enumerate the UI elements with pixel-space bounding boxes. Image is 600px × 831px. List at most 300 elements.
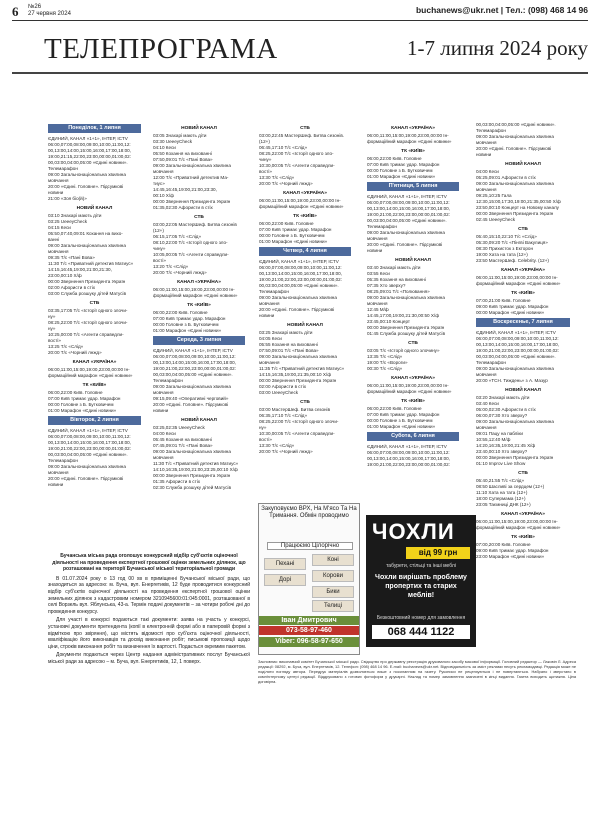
program-line: мовчання bbox=[476, 187, 497, 192]
program-line: 00,13:00,14:00,15:00,16:00,17:00,18:00, bbox=[367, 456, 451, 461]
schedule-column-1 bbox=[48, 122, 141, 488]
program-line: 20:00 Т/с «Чорний лнжд» bbox=[259, 449, 313, 454]
program-line: 06:00,22:00 Київ. Головне bbox=[153, 310, 208, 315]
channel-header: НОВИЙ КАНАЛ bbox=[287, 323, 323, 328]
program-line: мовчання bbox=[153, 169, 174, 174]
program-line: 07:00,21:00 Київ. Головне bbox=[476, 298, 531, 303]
ad-contact-name: Іван Дмитрович bbox=[259, 616, 359, 625]
program-line: 05:25,09:01 Афористи в стіх bbox=[476, 175, 536, 180]
program-line: 09:00 Київ тримає удар. Марафон bbox=[476, 548, 549, 553]
page-title: ТЕЛЕПРОГРАМА bbox=[44, 33, 278, 65]
program-line: 03:40 Знахарі мають діти bbox=[367, 265, 421, 270]
program-line: 09:00 Загальнонаціональна хвилина bbox=[476, 366, 554, 371]
program-line: 06:00,22:00 Київ. Головне bbox=[48, 390, 103, 395]
channel-header: КАНАЛ «УКРАЇНА» bbox=[391, 126, 435, 131]
program-line: 03:25 Знахарі мають діти bbox=[259, 330, 313, 335]
program-line: 13:35 Т/с «Слід» bbox=[367, 354, 403, 359]
program-line: 07:00 Київ тримає удар. Марафон bbox=[48, 396, 121, 401]
program-line: 07:50,09:01 Т/с «Пані Вова» bbox=[153, 157, 213, 162]
program-line: 06:00,07:00,08:00,09:00,10:00,11:00,12: bbox=[476, 336, 559, 341]
program-line: 23:00,00:10 Х/ф bbox=[48, 273, 82, 278]
contacts: buchanews@ukr.net | Тел.: (098) 468 14 96 bbox=[415, 5, 588, 15]
program-line: 14:45,16:45,19:00,21:00,23:30, bbox=[153, 187, 217, 192]
channel-header: ТК «КИЇВ» bbox=[401, 149, 425, 154]
program-line: 07:50,09:01 Т/с «Пані Вова» bbox=[259, 348, 319, 353]
program-line: 19:00 Т/с «Вороги» bbox=[367, 360, 408, 365]
program-line: 07:35 Хто зверху? bbox=[367, 283, 406, 288]
program-line: (12+) bbox=[259, 139, 270, 144]
imprint: Засновник: виконавчий комітет Бучанської міської ради. Свідоцтво про державну реєстрацію друкованого засобу масової інформації. Головний редактор — Лаковін Л. Адреса редакції: 08292, м. Буча, вул. Енергетиків, 12. Телефон: (098) 468 14 96. E-mail: buchanews@ukr.net. Відповідальність за зміст реклами несуть рекламодавці. Редакція може не поділяти погляду автора. Передрук матеріалів дозволяється лише з посиланням на газету. Рукописи не рецензуються і не повертаються. Набрано і зверстано в комп'ютерному центрі редакції. Віддруковано з готових фотоформ у друкарні. Наклад та номер замовлення зазначені в кінці видання. Газета виходить щотижня. Ціна договірна. bbox=[258, 659, 576, 685]
program-line: 07:00 Київ тримає удар. Марафон bbox=[367, 162, 440, 167]
program-line: 09:00 Загальнонаціональна хвилина bbox=[476, 181, 554, 186]
program-line: 09:00 Загальнонаціональна хвилина bbox=[367, 230, 445, 235]
program-line: 01:00 Марафон «Єдині новини» bbox=[367, 174, 436, 179]
program-line: 03:30 UeeeyCheck bbox=[153, 139, 193, 144]
program-line: 20:00 Т/с «Чорний лнжд» bbox=[153, 270, 207, 275]
day-header: Четвер, 4 липня bbox=[259, 247, 351, 256]
program-line: 00:00 Звернення Президента Україн bbox=[476, 455, 554, 460]
program-line: 02:00 Афористи в стіх bbox=[48, 285, 96, 290]
program-line: 04:15 Кеси bbox=[48, 225, 71, 230]
program-line: 03:35,17:05 Т/с «Історії одного злочи- bbox=[48, 308, 128, 313]
program-line: 06:00,22:00 Київ. Головне bbox=[367, 406, 422, 411]
channel-header: НОВИЙ КАНАЛ bbox=[505, 388, 541, 393]
program-line: 06:00,07:30 Хто зверху? bbox=[476, 413, 528, 418]
program-line: 05:30,09:20 Т/с «Пінгві Вакулиця» bbox=[476, 240, 548, 245]
program-line: 11:35 Т/с «Приватний детектив Матиус» bbox=[259, 366, 345, 371]
program-line: 04:00 Кеси bbox=[153, 431, 176, 436]
ad-phone: 073-58-97-460 bbox=[259, 626, 359, 635]
program-line: формаційний марафон «Єдині новини» bbox=[367, 139, 452, 144]
program-line: Телемарафон bbox=[48, 166, 78, 171]
program-line: 00:10 Х/ф bbox=[153, 193, 174, 198]
program-line: 08:25,22:00 Т/с «Історії одного злочи- bbox=[259, 419, 339, 424]
program-line: 00,13:00,14:00,15:00,16:00,17:00,18:00, bbox=[48, 148, 132, 153]
program-line: 03:25,02:35 UeeeyCheck bbox=[153, 425, 205, 430]
program-line: 06:00,22:00 Київ. Головне bbox=[259, 221, 314, 226]
program-line: Телемарафон bbox=[476, 360, 506, 365]
program-line: чину» bbox=[259, 157, 272, 162]
program-line: 09:00 Загальнонаціональна хвилина bbox=[153, 384, 231, 389]
program-line: мовчання bbox=[367, 301, 388, 306]
program-line: 06:00,11:00,15:00,19:00,23:00,00:00 Ін- bbox=[367, 133, 449, 138]
livestock-buyer-ad bbox=[258, 503, 360, 655]
program-line: вості» bbox=[48, 338, 61, 343]
program-line: 19:00,21:15,22:00,23:00,00:00,01:00,02: bbox=[48, 154, 132, 159]
channel-header: ТК «КИЇВ» bbox=[293, 214, 317, 219]
program-line: 11:10 Хата на тата (12+) bbox=[476, 490, 528, 495]
program-line: 06:35,17:10 Т/с «Слід» bbox=[259, 413, 308, 418]
header-rule bbox=[12, 20, 588, 21]
program-line: 06:45,17:10 Т/с «Слід» bbox=[259, 145, 308, 150]
schedule-column-3 bbox=[259, 122, 351, 455]
program-line: 08:25,09:01 Т/с «Полювання» bbox=[367, 289, 430, 294]
program-line: вості» bbox=[153, 258, 166, 263]
channel-header: ТК «КИЇВ» bbox=[82, 383, 107, 388]
program-line: вості» bbox=[259, 437, 272, 442]
channel-header: СТБ bbox=[89, 301, 100, 306]
program-line: 00:00 Звернення Президента Україн bbox=[153, 473, 231, 478]
channel-header: ТК «КИЇВ» bbox=[511, 535, 535, 540]
program-line: 05:55 Кохання на вихованні bbox=[259, 342, 318, 347]
program-line: 00:00 Головне з Б. Бутковичем bbox=[367, 418, 433, 423]
channel-header: СТБ bbox=[300, 126, 310, 131]
day-header: Середа, 3 липня bbox=[153, 336, 245, 345]
program-line: формаційний марафон «Єдині новини» bbox=[476, 525, 561, 530]
program-line: 00:00 Головне з Б. Бутковичем bbox=[367, 168, 433, 173]
program-line: ЄДИНИЙ, КАНАЛ «1+1», ІНТЕР, ICTV bbox=[259, 259, 339, 264]
program-line: мовчання bbox=[153, 390, 174, 395]
program-line: 20:00 «Єдині. Головне». Підсумкові bbox=[48, 476, 124, 481]
program-line: 00,03:00,04:00,05:00 «Єдині новини». bbox=[48, 452, 128, 457]
animal-label: Корови bbox=[312, 570, 354, 582]
program-line: 06:00,11:00,15:00,19:00,23:00,00:00 Ін- bbox=[476, 519, 558, 524]
program-line: 09:01 Пацу на пабліки bbox=[476, 431, 523, 436]
program-line: 19:00,21:00,22:00,23:00,00:00,01:00,02: bbox=[153, 366, 237, 371]
program-line: 13:30 Т/с «Слід» bbox=[259, 175, 295, 180]
program-line: 13:20 Т/с «Слід» bbox=[153, 264, 189, 269]
program-line: 01:00 Марафон «Єдині новини» bbox=[153, 328, 222, 333]
program-line: 01:10 Improv Live Show bbox=[476, 461, 526, 466]
program-line: 00:00 Головне з Б. Бутковичем bbox=[259, 233, 325, 238]
program-line: 08:10,22:00 Т/с «Історії одного зло- bbox=[153, 240, 228, 245]
program-line: 12:45 М/ф bbox=[367, 307, 389, 312]
program-line: 10:30,00:05 Т/с «Агенти справедли- bbox=[259, 431, 335, 436]
program-line: 23:00 Марафон «Єдині новини» bbox=[476, 554, 545, 559]
program-line: новини bbox=[153, 408, 169, 413]
program-line: новини bbox=[48, 190, 64, 195]
day-header: Понеділок, 1 липня bbox=[48, 124, 141, 133]
program-line: ванні bbox=[48, 237, 60, 242]
program-line: мовчання bbox=[367, 236, 388, 241]
channel-header: НОВИЙ КАНАЛ bbox=[181, 126, 217, 131]
notice-paragraph: Для участі в конкурсі подаються такі документи: заява на участь у конкурсі, установчі документи претендента (копії в електронній формі або в паперовій формі з відміткою про звіряння), що містять відомості про суб'єкта оціночної діяльності, кваліфікацію його виконавців та досвід виконання робіт; письмові пропозиції щодо ціни, строків виконання робіт та визначення їх вартості. Подається окремим пакетом. bbox=[48, 617, 250, 650]
program-line: 10:05,00:05 Т/с «Агенти справедли- bbox=[153, 252, 229, 257]
program-line: 09:00 Загальнонаціональна хвилина bbox=[476, 419, 554, 424]
channel-header: ТК «КИЇВ» bbox=[401, 399, 425, 404]
program-line: 05:35 Кохання на вихованні bbox=[367, 277, 426, 282]
program-line: мовчання bbox=[48, 249, 69, 254]
program-line: 01:35,02:30 Афористи в стіх bbox=[153, 205, 213, 210]
channel-header: СТБ bbox=[194, 215, 204, 220]
program-line: 10:55,12:40 М/ф bbox=[476, 437, 511, 442]
program-line: 00,03:00,04:00,05:00 «Єдині новини». bbox=[367, 218, 447, 223]
program-line: 20:00 «ТСН. Тиждень» з А. Мазур bbox=[476, 378, 548, 383]
program-line: Телемарафон bbox=[476, 128, 506, 133]
channel-header: КАНАЛ «УКРАЇНА» bbox=[177, 280, 221, 285]
ad-sub: табурети, стільці та інші меблі bbox=[386, 563, 456, 569]
program-line: ЄДИНИЙ, КАНАЛ «1+1», ІНТЕР, ICTV bbox=[367, 444, 447, 449]
program-line: 00:00 Головне з Б. Бутковичем bbox=[153, 322, 219, 327]
program-line: 00:00 Звернення Президента Україн bbox=[48, 279, 126, 284]
program-line: мовчання bbox=[259, 301, 280, 306]
program-line: 06:00,11:00,15:00,19:00,23:00,00:00 Ін- bbox=[476, 275, 558, 280]
animal-label: Телиці bbox=[312, 600, 354, 612]
program-line: 08:30 Прихисток з Екторон bbox=[476, 246, 534, 251]
program-line: новини bbox=[476, 152, 492, 157]
program-line: 00,13:00,14:00,15:00,16:00,17:00,18:00, bbox=[259, 271, 343, 276]
program-line: 09:25,10:25 Гала bbox=[476, 193, 512, 198]
program-line: 04:10 Кеси bbox=[153, 145, 176, 150]
channel-header: НОВИЙ КАНАЛ bbox=[181, 418, 217, 423]
program-line: 00:00 Звернення Президента Україн bbox=[476, 211, 554, 216]
program-line: формаційний марафон «Єдині новини» bbox=[259, 204, 344, 209]
channel-header: КАНАЛ «УКРАЇНА» bbox=[391, 376, 435, 381]
program-line: 19:00,21:00,22:00,23:00,00:00,01:00,02: bbox=[259, 277, 343, 282]
program-line: 23:05 Таємниці ДНК (12+) bbox=[476, 502, 531, 507]
program-line: 00:30 Т/с «Слід» bbox=[367, 366, 403, 371]
program-line: мовчання bbox=[476, 140, 497, 145]
program-line: 23:50,00:10 Концерт на Новому каналу bbox=[476, 205, 559, 210]
program-line: 08:25,22:00 Т/с «Історії одного зло- bbox=[259, 151, 334, 156]
program-line: 06:00,11:00,15:00,19:00,23:00,00:00 Ін- bbox=[259, 198, 341, 203]
schedule-column-4 bbox=[367, 122, 459, 468]
program-line: 08:25,22:00 Т/с «Історії одного злочи- bbox=[48, 320, 128, 325]
schedule-column-5 bbox=[476, 122, 570, 560]
ad-headline: Закуповуємо ВРХ, На М'ясо Та На Тримання. Обмін проводимо bbox=[261, 506, 357, 519]
channel-header: ТК «КИЇВ» bbox=[187, 303, 211, 308]
program-line: 09:00 Загальнонаціональна хвилина bbox=[367, 295, 445, 300]
program-line: ну» bbox=[48, 326, 56, 331]
program-line: 09:00 Київ тримає удар. Марафон bbox=[476, 304, 549, 309]
program-line: 02:30 Служба розшуку дітей Матусів bbox=[153, 485, 232, 490]
day-header: П'ятниця, 5 липня bbox=[367, 182, 459, 191]
schedule-column-2 bbox=[153, 122, 245, 491]
ad-slogan: Чохли вирішать проблему пропертих та старих меблів! bbox=[375, 574, 467, 599]
program-line: 20:00 Т/с «Чорний лнжд» bbox=[259, 181, 313, 186]
program-line: Телемарафон bbox=[48, 458, 78, 463]
date-range: 1-7 липня 2024 року bbox=[406, 36, 588, 60]
program-line: 00:00 Звернення Президента Україн bbox=[367, 325, 445, 330]
program-line: ЄДИНИЙ, КАНАЛ «1+1», ІНТЕР, ICTV bbox=[367, 194, 447, 199]
day-header: Вівторок, 2 липня bbox=[48, 416, 141, 425]
day-header: Субота, 6 липня bbox=[367, 432, 459, 441]
program-line: 19:00,21:00,22:00,23:00,00:00,01:00,02: bbox=[476, 348, 560, 353]
program-line: 18:00 Супермама (12+) bbox=[476, 496, 526, 501]
program-line: 23:40,00:10 Хто зверху? bbox=[476, 449, 528, 454]
program-line: 00,03:00,04:00,05:00 «Єдині новини». bbox=[476, 122, 556, 127]
program-line: формаційний марафон «Єдині новини» bbox=[476, 281, 561, 286]
program-line: 01:00 Марафон «Єдині новини» bbox=[259, 239, 328, 244]
issue-number: №26 bbox=[28, 4, 42, 10]
program-line: вості» bbox=[259, 169, 272, 174]
program-line: 13:25 Т/с «Слід» bbox=[48, 344, 84, 349]
program-line: 14:15,16:35,19:00,21:35,00:10 Х/ф bbox=[259, 372, 331, 377]
program-line: 19:00,21:00,22:00,23:00,00:00,01:00,02: bbox=[48, 446, 132, 451]
program-line: 05:40,21:55 Т/с «Слід» bbox=[476, 478, 525, 483]
program-line: 01:00 Марафон «Єдині новини» bbox=[367, 424, 436, 429]
channel-header: ТК «КИЇВ» bbox=[511, 291, 535, 296]
program-line: ЄДИНИЙ, КАНАЛ «1+1», ІНТЕР, ICTV bbox=[48, 428, 128, 433]
program-line: 03:25 UeeeyCheck bbox=[48, 219, 88, 224]
notice-paragraph: Документи подаються через Центр надання адміністративних послуг Бучанської міської ради за адресою – м. Буча, вул. Енергетиків, 12, 1 поверх. bbox=[48, 652, 250, 665]
program-line: 05:50 Кохання на вихованні bbox=[153, 151, 212, 156]
channel-header: СТБ bbox=[518, 471, 528, 476]
program-line: 02:45 UeeeyCheck bbox=[476, 217, 516, 222]
program-line: формаційний марафон «Єдині новини» bbox=[48, 373, 133, 378]
program-line: 09:00 Загальнонаціональна хвилина bbox=[48, 243, 126, 248]
program-line: 19:00,21:00,22:00,23:00,00:00,01:00,02: bbox=[367, 212, 451, 217]
program-line: 07:00,20:00 Київ. Головне bbox=[476, 542, 531, 547]
ad-subheadline: Працюємо Цілорічно bbox=[267, 542, 353, 550]
program-line: 06:00,07:00,08:00,09:00,10:00,11:00,12: bbox=[259, 265, 342, 270]
program-line: 06:00,11:00,15:00,19:00,23:00,00:00 Ін- bbox=[153, 287, 235, 292]
program-line: 00:00 Марафон «Єдині новини» bbox=[476, 310, 545, 315]
program-line: Телемарафон bbox=[153, 378, 183, 383]
animal-label: Пехані bbox=[264, 558, 306, 570]
program-line: 00:00 Звернення Президента Україн bbox=[153, 199, 231, 204]
day-header: Воскресенье, 7 липня bbox=[476, 318, 570, 327]
program-line: 20:00 «Єдині. Головне». Підсумкові bbox=[48, 184, 124, 189]
program-line: 14:45,17:00,19:00,21:30,00:50 Х/ф bbox=[367, 313, 439, 318]
program-line: 05:40,15:10,22:10 Т/с «Слід» bbox=[476, 234, 537, 239]
title-rule bbox=[12, 72, 588, 74]
program-line: 09:00 Загальнонаціональна хвилина bbox=[48, 464, 126, 469]
program-line: 07:45,09:01 Т/с «Пані Вова» bbox=[153, 443, 213, 448]
program-line: 09:00 Загальнонаціональна хвилина bbox=[153, 449, 231, 454]
program-line: 20:00 Т/с «Чорний лнжд» bbox=[48, 350, 102, 355]
program-line: 03:20 Знахарі мають діти bbox=[476, 395, 530, 400]
animal-label: Дорі bbox=[264, 574, 306, 586]
program-line: 03:40 Кеси bbox=[476, 401, 499, 406]
program-line: 09:00 Загальнонаціональна хвилина bbox=[259, 354, 337, 359]
ad-price: від 99 грн bbox=[406, 547, 470, 559]
program-line: тиус» bbox=[153, 181, 165, 186]
program-line: 00,03:00,04:00,05:00 «Єдині новини». bbox=[259, 283, 339, 288]
program-line: 00:00 Звернення Президента Україн bbox=[259, 378, 337, 383]
program-line: 12:30,15:00,17:30,19:00,21:35,00:50 Х/ф bbox=[476, 199, 561, 204]
program-line: 06:00,07:00,08:00,09:00,10:00,11:00,12: bbox=[48, 142, 131, 147]
program-line: 13:30 Т/с «Слід» bbox=[259, 443, 295, 448]
channel-header: НОВИЙ КАНАЛ bbox=[395, 258, 431, 263]
program-line: 03:10 Знахарі мають діти bbox=[48, 213, 102, 218]
program-line: 10:30,00:05 Т/с «Агенти справедли- bbox=[259, 163, 335, 168]
animal-grid bbox=[264, 554, 354, 612]
program-line: 06:00,07:00,08:00,09:00,10:00,11:00,12: bbox=[153, 354, 236, 359]
issue-info bbox=[28, 4, 71, 18]
program-line: 05:45 Кохання на вихованні bbox=[153, 437, 212, 442]
program-line: 00,13:00,14:00,15:00,16:00,17:00,18:00, bbox=[476, 342, 560, 347]
program-line: новини bbox=[367, 248, 383, 253]
program-line: 08:50 Шасливі за сердцем (12+) bbox=[476, 484, 545, 489]
program-line: 07:00 Київ тримає удар. Марафон bbox=[367, 412, 440, 417]
program-line: формаційний марафон «Єдині новини» bbox=[367, 389, 452, 394]
program-line: ну» bbox=[48, 314, 56, 319]
program-line: 06:00,22:00 Київ. Головне bbox=[367, 156, 422, 161]
program-line: 03:00 Служба розшуку дітей Матусів bbox=[48, 291, 127, 296]
program-line: 23:50 МастерШеф. Celebrity. (12+) bbox=[476, 258, 549, 263]
program-line: ЄДИНИЙ, КАНАЛ «1+1», ІНТЕР, ICTV bbox=[153, 348, 233, 353]
program-line: новини bbox=[259, 313, 275, 318]
program-line: 09:00 Загальнонаціональна хвилина bbox=[476, 134, 554, 139]
ad-viber: Viber: 096-58-97-650 bbox=[259, 637, 359, 647]
program-line: 00:00 Головне з Б. Бутковичем bbox=[48, 402, 114, 407]
program-line: 09:35 Т/с «Пані Вова» bbox=[48, 255, 95, 260]
program-line: 00,03:00,04:00,05:00 «Єдині новини». bbox=[476, 354, 556, 359]
program-line: 03:00,22:45 МастерШеф. Битва сезонів. bbox=[259, 133, 345, 138]
program-line: 07:00 Київ тримає удар. Марафон bbox=[259, 227, 332, 232]
program-line: 06:00,07:00,08:00,09:00,10:00,11:00,12: bbox=[367, 450, 450, 455]
program-line: мовчання bbox=[153, 455, 174, 460]
channel-header: КАНАЛ «УКРАЇНА» bbox=[72, 360, 117, 365]
program-line: 09:00 Загальнонаціональна хвилина bbox=[259, 295, 337, 300]
program-line: (12+) bbox=[153, 228, 164, 233]
channel-header: СТБ bbox=[408, 341, 418, 346]
program-line: 19:00 Хата на тата (12+) bbox=[476, 252, 528, 257]
program-line: 09:00 Загальнонаціональна хвилина bbox=[153, 163, 231, 168]
program-line: 04:00 Кеси bbox=[476, 169, 499, 174]
program-line: 05:00,02:30 Афористи в стіх bbox=[476, 407, 536, 412]
program-line: 06:00,07:00,08:00,09:00,10:00,11:00,12: bbox=[48, 434, 131, 439]
program-line: 06:15,17:05 Т/с «Слід» bbox=[153, 234, 202, 239]
program-line: 00,13:00,14:00,15:00,16:00,17:00,18:00, bbox=[153, 360, 237, 365]
program-line: 20:00 «Єдині. Головне». Підсумкові bbox=[153, 402, 229, 407]
program-line: 12:00 Т/с «Приватний детектив Ма- bbox=[153, 175, 229, 180]
program-line: ЄДИНИЙ, КАНАЛ «1+1», ІНТЕР, ICTV bbox=[476, 330, 556, 335]
program-line: 09:15,09:40 «Оперативні черговий» bbox=[153, 396, 229, 401]
land-valuation-notice bbox=[48, 553, 250, 666]
program-line: 20:00 «Єдині. Головне». Підсумкові bbox=[259, 307, 335, 312]
program-line: Телемарафон bbox=[259, 289, 289, 294]
program-line: 06:00,11:00,15:00,19:00,23:00,00:00 Ін- bbox=[367, 383, 449, 388]
program-line: 03:55 Кеси bbox=[367, 271, 390, 276]
channel-header: КАНАЛ «УКРАЇНА» bbox=[283, 191, 327, 196]
program-line: 23:45,00:10 Концерт bbox=[367, 319, 411, 324]
program-line: 14:20,16:35,19:00,21:45 Х/ф bbox=[476, 443, 536, 448]
program-line: 01:45 Служба розшуку дітей Матусів bbox=[367, 331, 446, 336]
program-line: 06:00,07:00,08:00,09:00,10:00,11:00,12: bbox=[367, 200, 450, 205]
channel-header: НОВИЙ КАНАЛ bbox=[76, 206, 113, 211]
channel-header: НОВИЙ КАНАЛ bbox=[505, 162, 541, 167]
program-line: 06:00,11:00,15:00,19:00,23:00,00:00 Ін- bbox=[48, 367, 130, 372]
program-line: 01:35 Афористи в стіх bbox=[153, 479, 201, 484]
program-line: 01:00 Марафон «Єдині новини» bbox=[48, 408, 117, 413]
program-line: ну» bbox=[259, 425, 267, 430]
program-line: 20:00 «Єдині. Головне». Підсумкові bbox=[367, 242, 443, 247]
program-line: 07:00 Київ тримає удар. Марафон bbox=[153, 316, 226, 321]
program-line: 00,03:00,04:00,05:00 «Єдині новини». bbox=[153, 372, 233, 377]
program-line: 11:30 Т/с «Приватний детектив Матиус» bbox=[48, 261, 134, 266]
program-line: мовчання bbox=[48, 470, 69, 475]
channel-header: СТБ bbox=[518, 227, 528, 232]
program-line: 04:05 Кеси bbox=[259, 336, 282, 341]
program-line: 05:50,07:40,09:01 Кохання на вихо- bbox=[48, 231, 123, 236]
program-line: мовчання bbox=[48, 178, 69, 183]
program-line: Телемарафон bbox=[367, 224, 397, 229]
program-line: мовчання bbox=[476, 425, 497, 430]
channel-header: СТБ bbox=[300, 400, 310, 405]
issue-date: 27 червня 2024 bbox=[28, 11, 71, 17]
program-line: 19:00,21:00,22:00,23:00,00:00,01:00,02: bbox=[367, 462, 451, 467]
program-line: мовчання bbox=[259, 360, 280, 365]
ad-delivery: Безкоштовний номер для замовлення bbox=[376, 615, 466, 621]
program-line: 14:15,16:45,19:00,21:00,21:30, bbox=[48, 267, 112, 272]
program-line: новини bbox=[48, 482, 64, 487]
program-line: 00,13:00,14:00,15:00,16:00,17:00,18:00, bbox=[48, 440, 132, 445]
ad-brand: ЧОХЛИ bbox=[372, 519, 455, 544]
program-line: 03:00 МастерШеф. Битва сезонів bbox=[259, 407, 331, 412]
notice-paragraph: В 01.07.2024 року о 13 год 00 хв в приміщенні Бучанської міської ради, що знаходиться за адресою: м. Буча, вул. Енергетиків, 12 буде проводитися конкурсний відбір суб'єктів оціночної діяльності на проведення експертної грошової оцінки земельних ділянок з кадастровим номером 3210945600:01:045:0001, розташованої в селі Ворзель вул. Яблунська, 43-а. Термін подачі документів – за чотири робочі дні до проведення конкурсу. bbox=[48, 575, 250, 615]
page-number: 6 bbox=[12, 4, 19, 19]
program-line: 00,03:00,04:00,05:00 «Єдині новини». bbox=[48, 160, 128, 165]
animal-label: Бики bbox=[312, 586, 354, 598]
program-line: ЄДИНИЙ, КАНАЛ «1+1», ІНТЕР, ICTV bbox=[48, 136, 128, 141]
program-line: 03:00,22:05 МастерШеф. Битва сезонів bbox=[153, 222, 237, 227]
channel-header: КАНАЛ «УКРАЇНА» bbox=[501, 268, 545, 273]
program-line: 21:00 «Зоя біо(й)» bbox=[48, 196, 87, 201]
program-line: 14:10,16:35,19:00,21:00,23:25,00:10 Х/ф bbox=[153, 467, 238, 472]
ad-phone: 068 444 1122 bbox=[372, 625, 470, 639]
